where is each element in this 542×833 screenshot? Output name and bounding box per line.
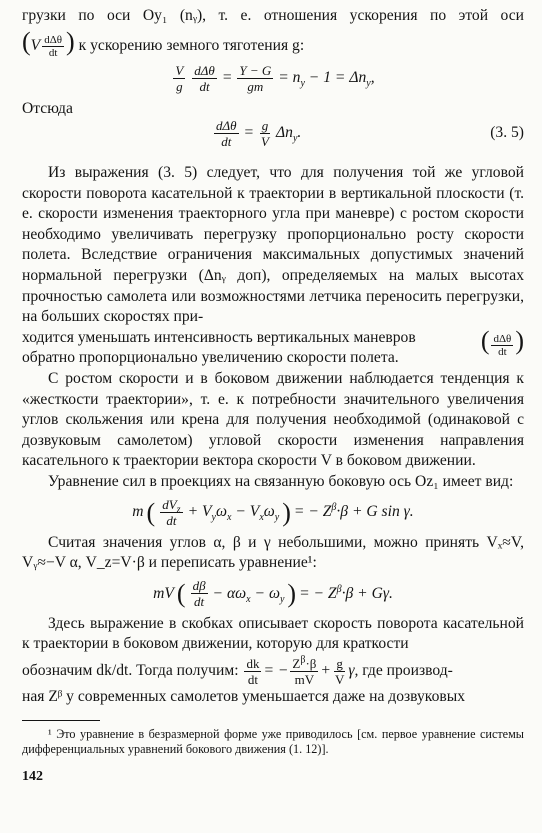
footnote-rule [22,720,100,721]
paragraph-4: Считая значения углов α, β и γ небольшими, можно принять Vₓ≈V, Vᵧ≈−V α, V_z=V·β и переписать уравнение¹: [22,533,524,572]
equation-forces: m ( $dV_z$ dt + $V_y\omega_x - V_x\omega_y$ ) = − $Z^\beta\cdot\beta + G$ sin γ. [132,497,414,529]
page-number: 142 [22,768,43,784]
paragraph-2: С ростом скорости и в боковом движении наблюдается тенденция к «жесткости траектории», т. е. к потребности значительного увеличения углов скольжения или крена для получения необходимой (одинаковой с дозвуковым самолетом) угловой скорости изменения направления касательного к траектории вектора скорости V в боковом движении. [22,370,524,470]
paragraph-1: Из выражения (3. 5) следует, что для получения той же угловой скорости поворота касательной к траектории в вертикальной плоскости (т. е. скорости изменения траекторного угла при маневре) с ростом скорости необходимо увеличивать перегрузку пропорционально росту скорости полета. Вследствие ограничения максимальных допустимых значений нормальной перегрузки (Δnᵧ доп), определяемых на малых высотах прочностью самолета или возможностями летчика переносить перегрузки, на больших скоростях при- [22,164,524,326]
footnote: ¹ Это уравнение в безразмерной форме уже приводилось [см. первое уравнение системы дифференциальных уравнений бокового движения (1. 12)]. [22,726,524,757]
paragraph-5: Здесь выражение в скобках описывает скорость поворота касательной к траектории в боковом движении, которую для краткости [22,614,524,653]
line-2-text: к ускорению земного тяготения g: [78,36,305,54]
paragraph-1-end: обратно пропорционально увеличению скорости полета. [22,349,399,367]
equation-number: (3. 5) [490,123,524,141]
paragraph-1-line-text: ходится уменьшать интенсивность вертикальных маневров [22,328,416,346]
paragraph-3: Уравнение сил в проекциях на связанную боковую ось Oz₁ имеет вид: [48,473,514,491]
otsyuda: Отсюда [22,99,73,117]
paren-open: ( [22,26,31,56]
paragraph-6-end: ная Zᵝ у современных самолетов уменьшается даже на дозвуковых [22,687,465,705]
equation-ny: V g dΔθ dt = $\frac{Y - G}{gm}$ = $n_y - 1 = \Delta n_y$, [175,63,375,95]
equation-simplified: mV ( dβ dt − $\alpha\omega_x - \omega_y$ ) = − $Z^\beta\cdot\beta + G\gamma$. [153,578,393,610]
paragraph-1-line: ходится уменьшать интенсивность вертикальных маневров ( dΔθ dt ) [22,325,524,358]
equation-3-5: dΔθ dt = $\frac{g}{V}$ $\Delta n_y$. (3. 5) [216,117,524,149]
page [22,6,524,787]
line-2: (V dΔθ dt ) к ускорению земного тяготения g: [22,26,305,59]
paragraph-6-tail: где производ- [362,661,453,679]
paragraph-6-text: обозначим dk/dt. Тогда получим: [22,661,239,679]
line-1: грузки по оси Oy₁ (nᵧ), т. е. отношения ускорения по этой оси [22,7,524,24]
paragraph-6: обозначим dk/dt. Тогда получим: $\frac{dk}{dt}$ = − $\frac{Z^\beta\cdot\beta}{mV}$ + $\frac{g}{V}$ γ, где производ- [22,654,453,687]
